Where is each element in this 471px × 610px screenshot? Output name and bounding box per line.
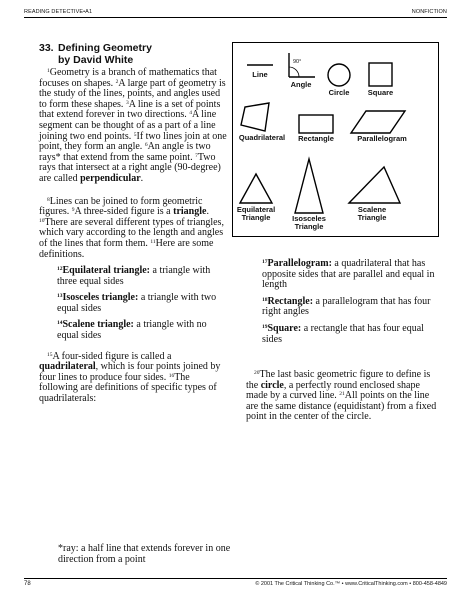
footnote: *ray: a half line that extends forever in one direction from a point — [58, 543, 231, 565]
footer-rule — [24, 578, 447, 579]
sentence: $^2$A large part of geometry is the study of the lines, points, and angles used to form these shapes. — [39, 77, 226, 110]
circle-shape — [328, 64, 350, 86]
definition-equilateral: $^{12}$Equilateral triangle: a triangle with three equal sides — [57, 265, 211, 287]
sentence: $^5$If two lines join at one point, they form an angle. — [39, 130, 227, 153]
shapes-figure — [232, 42, 439, 237]
label-parallelogram: Parallelogram — [357, 134, 407, 143]
definition-isosceles: $^{13}$Isosceles triangle: a triangle with two equal sides — [57, 292, 217, 314]
sentence: $^4$A line segment can be thought of as a part of a line joining two end points. — [39, 109, 217, 142]
scalene-triangle-shape — [349, 167, 400, 203]
label-quadrilateral: Quadrilateral — [238, 133, 286, 142]
label-angle-mark: 90° — [293, 59, 302, 65]
label-line: Line — [252, 70, 268, 79]
rectangle-shape — [299, 115, 333, 133]
right-column-definitions — [262, 259, 440, 351]
title-text: Defining Geometry — [58, 42, 152, 54]
quadrilateral-shape — [241, 103, 269, 131]
term-triangle: triangle — [173, 206, 207, 218]
left-column — [39, 68, 227, 411]
page-number: 78 — [24, 581, 31, 587]
label-rectangle: Rectangle — [298, 134, 334, 143]
isosceles-triangle-shape — [295, 159, 323, 213]
paragraph-1: $^1$Geometry is a branch of mathematics that focuses on shapes. $^2$A large part of geometry is the study of the lines, points, and angles used to form these shapes. $^3$A line is a set of points that extend forever in two directions. $^4$A line segment can be thought of as a part of a line joining two end points. $^5$If two lines join at one point, they form an angle. $^6$An angle is two rays* that extend from the same point. $^7$Two rays that intersect at a right angle (90-degree) are called perpendicular. — [39, 67, 227, 184]
right-column-text — [246, 370, 440, 429]
label-square: Square — [367, 88, 394, 97]
header-right: NONFICTION — [411, 9, 447, 15]
header-rule — [24, 17, 447, 18]
sentence: $^3$A line is a set of points that extend forever in two directions. — [39, 98, 221, 121]
page-title — [39, 42, 152, 54]
term-circle: circle — [260, 379, 284, 391]
label-equilateral: Equilateral Triangle — [236, 205, 276, 222]
square-shape — [369, 63, 392, 86]
copyright: © 2001 The Critical Thinking Co.™ • www.CriticalThinking.com • 800-458-4849 — [255, 581, 447, 587]
equilateral-triangle-shape — [240, 174, 272, 203]
paragraph-4: $^{20}$The last basic geometric figure to define is the circle, a perfectly round enclosed shape made by a curved line. $^{21}$All points on the line are the same distance (equidistant) from a fixed point in the center of the circle. — [246, 369, 437, 423]
definition-square: $^{19}$Square: a rectangle that has four equal sides — [262, 322, 424, 345]
title-number: 33. — [39, 42, 54, 54]
term-quadrilateral: quadrilateral — [39, 361, 96, 373]
definition-rectangle: $^{18}$Rectangle: a parallelogram that has four right angles — [262, 295, 431, 318]
paragraph-2: $^8$Lines can be joined to form geometric figures. $^9$A three-sided figure is a triangle. $^{10}$There are several different types of triangles, which vary according to the length and angles of the lines that form them. $^{11}$Here are some definitions. — [39, 195, 224, 260]
definition-scalene: $^{14}$Scalene triangle: a triangle with no equal sides — [57, 319, 207, 342]
paragraph-3: $^{15}$A four-sided figure is called a quadrilateral, which is four points joined by four lines to produce four sides. $^{16}$The following are definitions of specific types of quadrilaterals: — [39, 350, 221, 405]
label-circle: Circle — [328, 88, 350, 97]
parallelogram-shape — [351, 111, 405, 133]
header-left: READING DETECTIVE•A1 — [24, 9, 93, 15]
sentence: $^6$An angle is two rays* that extend from the same point. — [39, 141, 211, 163]
label-angle: Angle — [290, 80, 312, 89]
sentence: $^7$Two rays that intersect at a right angle (90-degree) are called — [39, 151, 221, 184]
term-perpendicular: perpendicular — [80, 172, 141, 184]
sentence: $^1$Geometry is a branch of mathematics that focuses on shapes. — [39, 67, 217, 89]
author: by David White — [58, 54, 134, 66]
label-isosceles: Isosceles Triangle — [292, 214, 326, 231]
label-scalene: Scalene Triangle — [357, 205, 387, 222]
definition-parallelogram: $^{17}$Parallelogram: a quadrilateral that has opposite sides that are parallel and equal in length — [262, 258, 435, 291]
